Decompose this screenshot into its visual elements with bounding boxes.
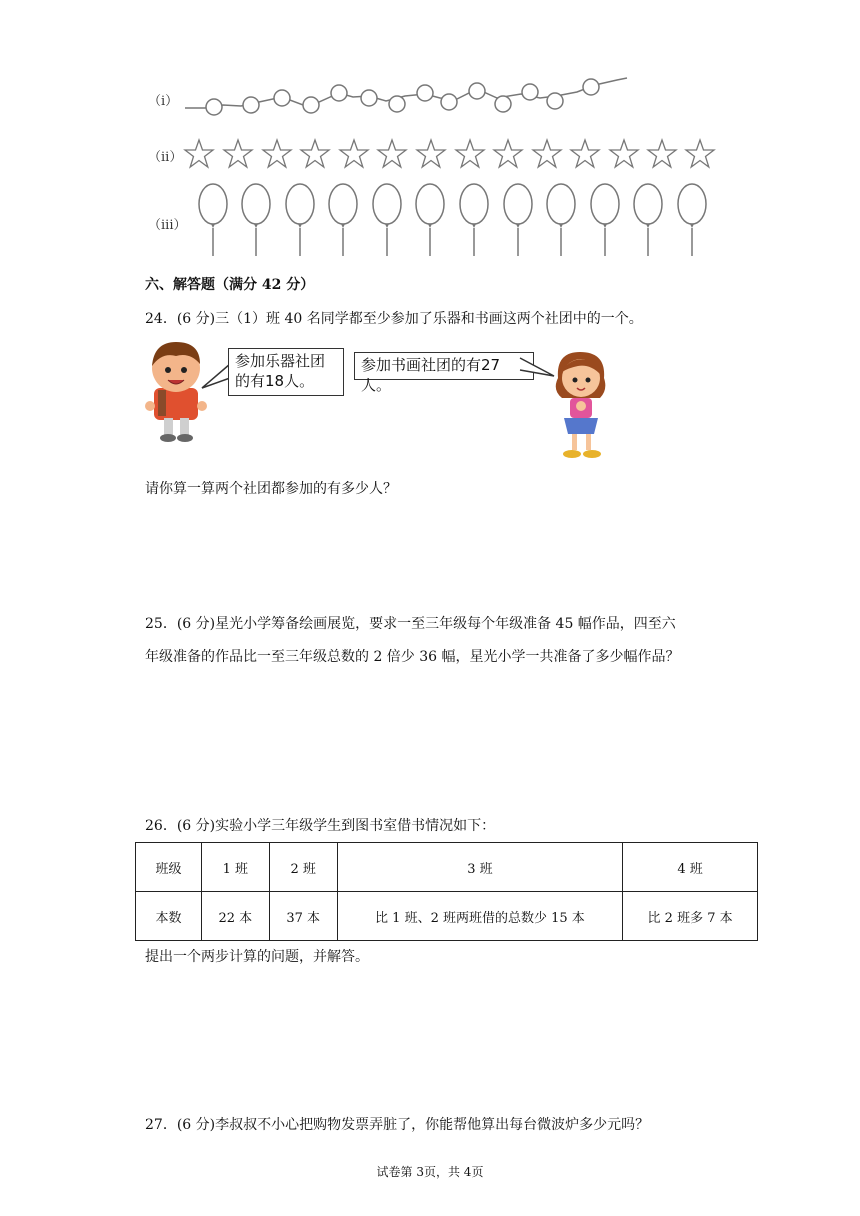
table-cell: 22 本 <box>201 892 269 941</box>
balloon-icon <box>678 184 706 256</box>
star-outline-icon <box>610 140 638 167</box>
star-outline-icon <box>494 140 522 167</box>
table-cell: 本数 <box>136 892 202 941</box>
star-outline-icon <box>648 140 676 167</box>
bead-circle-icon <box>469 83 485 99</box>
table-cell: 3 班 <box>337 843 623 892</box>
balloon-icon <box>504 184 532 256</box>
bead-circle-icon <box>303 97 319 113</box>
bead-circle-icon <box>547 93 563 109</box>
q27-text: 27．(6 分)李叔叔不小心把购物发票弄脏了，你能帮他算出每台微波炉多少元吗？ <box>145 1117 650 1133</box>
boy-bubble-line2: 的有18人。 <box>235 372 315 390</box>
bead-string-row <box>185 72 635 117</box>
star-outline-icon <box>571 140 599 167</box>
bead-circle-icon <box>583 79 599 95</box>
bead-circle-icon <box>206 99 222 115</box>
q24-question: 请你算一算两个社团都参加的有多少人？ <box>145 481 397 497</box>
balloon-icon <box>199 184 227 256</box>
bead-circle-icon <box>389 96 405 112</box>
balloon-icon <box>591 184 619 256</box>
q25-line1: 25．(6 分)星光小学筹备绘画展览，要求一至三年级每个年级准备 45 幅作品，四至六 <box>145 616 676 632</box>
star-outline-icon <box>185 140 213 167</box>
star-outline-icon <box>686 140 714 167</box>
balloon-icon <box>634 184 662 256</box>
bead-circle-icon <box>417 85 433 101</box>
star-outline-icon <box>533 140 561 167</box>
star-outline-icon <box>263 140 291 167</box>
balloon-icon <box>416 184 444 256</box>
bead-circle-icon <box>522 84 538 100</box>
balloon-row <box>195 182 715 258</box>
q25-line2: 年级准备的作品比一至三年级总数的 2 倍少 36 幅，星光小学一共准备了多少幅作品？ <box>145 649 680 665</box>
pattern-label-i: （i） <box>148 94 179 109</box>
q26-text: 26．(6 分)实验小学三年级学生到图书室借书情况如下： <box>145 818 496 834</box>
q26-question: 提出一个两步计算的问题，并解答。 <box>145 949 369 965</box>
star-outline-icon <box>224 140 252 167</box>
bead-circle-icon <box>441 94 457 110</box>
balloon-icon <box>547 184 575 256</box>
girl-speech-bubble: 参加书画社团的有27人。 <box>354 352 534 380</box>
table-row <box>136 892 758 941</box>
bead-circle-icon <box>495 96 511 112</box>
table-row <box>136 843 758 892</box>
pattern-label-iii: （iii） <box>148 218 187 233</box>
pattern-label-ii: （ii） <box>148 150 183 165</box>
boy-bubble-tail <box>200 348 230 392</box>
table-cell: 班级 <box>136 843 202 892</box>
star-outline-icon <box>417 140 445 167</box>
library-borrowing-table <box>135 842 758 941</box>
table-cell: 1 班 <box>201 843 269 892</box>
table-cell: 2 班 <box>269 843 337 892</box>
balloon-icon <box>373 184 401 256</box>
section-title: 六、解答题（满分 42 分） <box>145 277 315 293</box>
bead-circle-icon <box>243 97 259 113</box>
balloon-icon <box>329 184 357 256</box>
girl-illustration <box>550 348 612 464</box>
bead-circle-icon <box>361 90 377 106</box>
table-cell: 37 本 <box>269 892 337 941</box>
q24-text: 24．(6 分)三（1）班 40 名同学都至少参加了乐器和书画这两个社团中的一个。 <box>145 311 643 327</box>
balloon-icon <box>460 184 488 256</box>
page-footer: 试卷第 3页，共 4页 <box>376 1165 484 1179</box>
boy-speech-bubble <box>228 348 344 396</box>
bead-circle-icon <box>331 85 347 101</box>
boy-bubble-line1: 参加乐器社团 <box>235 352 326 370</box>
balloon-icon <box>242 184 270 256</box>
table-cell: 4 班 <box>623 843 758 892</box>
star-outline-icon <box>456 140 484 167</box>
star-row <box>180 138 720 170</box>
star-outline-icon <box>340 140 368 167</box>
table-cell: 比 1 班、2 班两班借的总数少 15 本 <box>337 892 623 941</box>
balloon-icon <box>286 184 314 256</box>
star-outline-icon <box>378 140 406 167</box>
bead-circle-icon <box>274 90 290 106</box>
table-cell: 比 2 班多 7 本 <box>623 892 758 941</box>
star-outline-icon <box>301 140 329 167</box>
